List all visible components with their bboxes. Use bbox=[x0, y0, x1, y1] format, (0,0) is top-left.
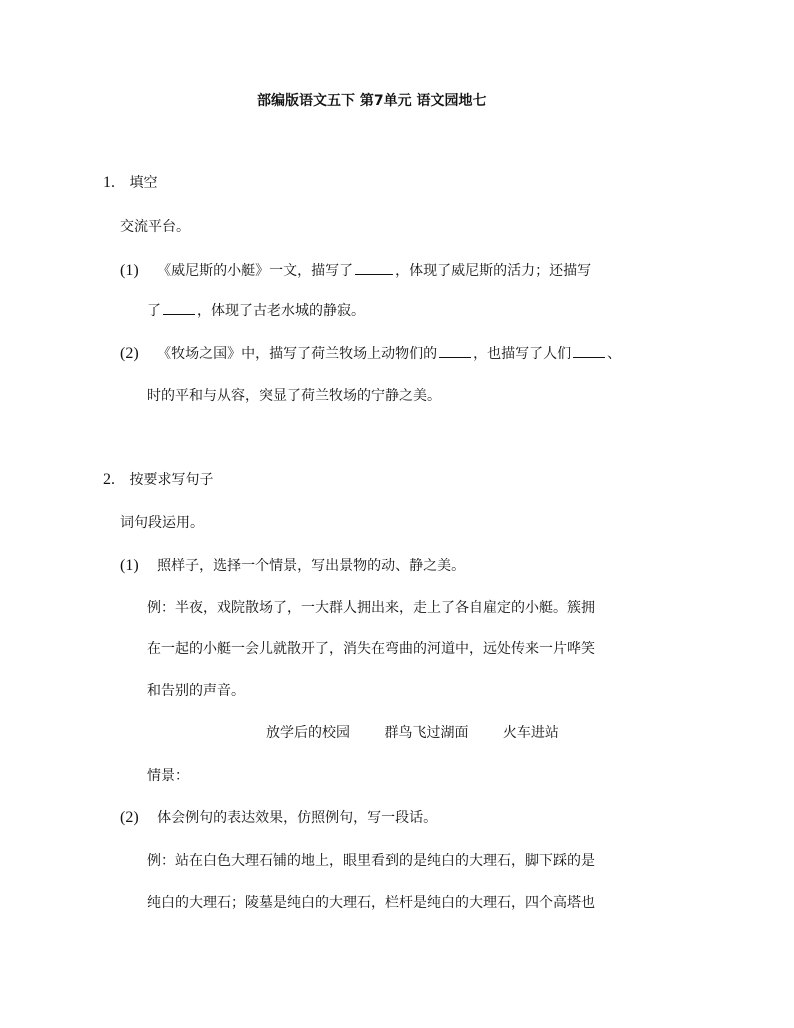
q1-item1-line1 bbox=[120, 262, 591, 280]
q2-item2-line1 bbox=[120, 809, 437, 827]
scene-options bbox=[266, 724, 589, 742]
q1-item2-label: (2) bbox=[120, 345, 139, 362]
scene-option: 放学后的校园 bbox=[266, 725, 350, 741]
q2-item1-line1 bbox=[120, 557, 465, 575]
q1-item1-text-d: ，体现了古老水城的静寂。 bbox=[197, 303, 365, 319]
scene-label: 情景： bbox=[147, 768, 189, 784]
q2-item2-label: (2) bbox=[120, 809, 139, 826]
q1-item2-line2: 时的平和与从容，突显了荷兰牧场的宁静之美。 bbox=[147, 388, 441, 404]
question-2-number: 2. bbox=[103, 471, 115, 488]
question-2-heading bbox=[103, 471, 213, 489]
question-1-title: 填空 bbox=[129, 175, 158, 191]
q2-item1-example-line2: 在一起的小艇一会儿就散开了，消失在弯曲的河道中，远处传来一片哗笑 bbox=[147, 641, 595, 657]
q1-item1-text-c: 了 bbox=[147, 303, 161, 319]
q1-item1-line2 bbox=[147, 302, 365, 320]
q1-item1-text-b: ，体现了威尼斯的活力；还描写 bbox=[395, 263, 592, 279]
q1-item2-text-a: 《牧场之国》中，描写了荷兰牧场上动物们的 bbox=[157, 346, 438, 362]
question-2-intro: 词句段运用。 bbox=[120, 515, 204, 531]
q1-item2-line1 bbox=[120, 345, 621, 363]
scene-option: 火车进站 bbox=[502, 725, 559, 741]
q2-item2-text: 体会例句的表达效果，仿照例句，写一段话。 bbox=[157, 810, 438, 826]
question-2-title: 按要求写句子 bbox=[129, 472, 214, 488]
q2-item2-example-line1: 例：站在白色大理石铺的地上，眼里看到的是纯白的大理石，脚下踩的是 bbox=[147, 853, 595, 869]
q2-item1-label: (1) bbox=[120, 557, 139, 574]
q2-item1-example-line1: 例：半夜，戏院散场了，一大群人拥出来，走上了各自雇定的小艇。簇拥 bbox=[147, 600, 595, 616]
q1-item2-text-b: ，也描写了人们 bbox=[473, 346, 572, 362]
q1-item1-text-a: 《威尼斯的小艇》一文，描写了 bbox=[157, 263, 354, 279]
answer-blank[interactable] bbox=[573, 345, 605, 358]
q2-item1-example-line3: 和告别的声音。 bbox=[147, 683, 245, 699]
q1-item2-text-c: 、 bbox=[607, 346, 622, 362]
q1-item1-label: (1) bbox=[120, 262, 139, 279]
scene-option: 群鸟飞过湖面 bbox=[384, 725, 469, 741]
answer-blank[interactable] bbox=[163, 302, 195, 315]
document-title: 部编版语文五下 第7单元 语文园地七 bbox=[257, 93, 487, 109]
answer-blank[interactable] bbox=[355, 262, 393, 275]
question-1-intro: 交流平台。 bbox=[120, 219, 190, 235]
question-1-heading bbox=[103, 174, 157, 192]
question-1-number: 1. bbox=[103, 174, 115, 191]
answer-blank[interactable] bbox=[439, 345, 471, 358]
q2-item2-example-line2: 纯白的大理石；陵墓是纯白的大理石，栏杆是纯白的大理石，四个高塔也 bbox=[147, 895, 595, 911]
q2-item1-text: 照样子，选择一个情景，写出景物的动、静之美。 bbox=[157, 558, 466, 574]
